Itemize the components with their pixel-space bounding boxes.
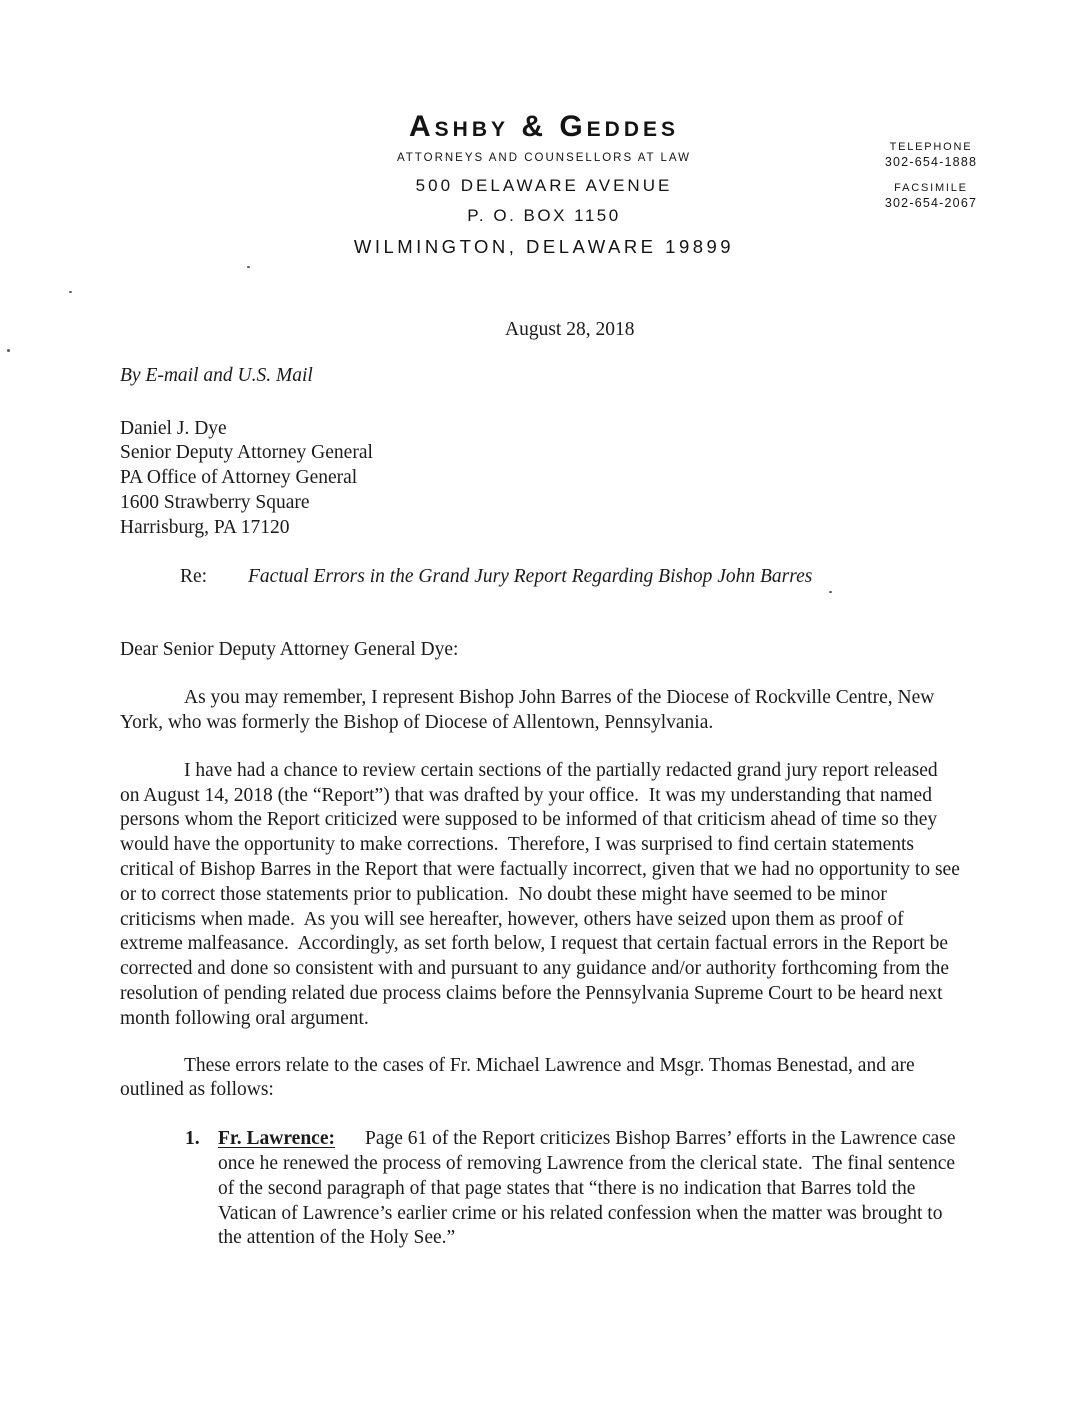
item-number: 1. (185, 1128, 200, 1150)
salutation: Dear Senior Deputy Attorney General Dye: (120, 639, 459, 661)
re-line (120, 565, 960, 590)
re-label: Re: (180, 565, 208, 587)
body-paragraph-1: As you may remember, I represent Bishop John Barres of the Diocese of Rockville Centre, New York, who was formerly the Bishop of Diocese of Allentown, Pennsylvania. (120, 687, 939, 733)
facsimile-number: 302-654-2067 (884, 196, 978, 210)
facsimile-group (866, 182, 996, 210)
recipient-street: 1600 Strawberry Square (120, 491, 310, 513)
item-text: Page 61 of the Report criticizes Bishop Barres’ efforts in the Lawrence case once he renewed the process of removing Lawrence from the clerical state. The final sentence of the second paragraph of that page states that “there is no indication that Barres told the Vatican of Lawrence’s earlier crime or his related confession when the matter was brought to the attention of the Holy See.” (218, 1128, 961, 1249)
firm-name: Ashby & Geddes (408, 110, 680, 143)
telephone-label: TELEPHONE (889, 141, 973, 153)
recipient-name: Daniel J. Dye (120, 417, 227, 439)
scan-speck (829, 591, 832, 593)
facsimile-label: FACSIMILE (894, 182, 968, 194)
firm-address-street: 500 DELAWARE AVENUE (415, 176, 673, 195)
scan-speck (69, 291, 72, 293)
firm-tagline: ATTORNEYS AND COUNSELLORS AT LAW (396, 152, 692, 164)
recipient-office: PA Office of Attorney General (120, 467, 358, 489)
letterhead (0, 0, 1088, 258)
recipient-city: Harrisburg, PA 17120 (120, 516, 290, 538)
letter-date: August 28, 2018 (505, 319, 635, 340)
delivery-method: By E-mail and U.S. Mail (120, 364, 313, 386)
contact-block (866, 141, 996, 210)
scan-speck (7, 349, 10, 352)
recipient-title: Senior Deputy Attorney General (120, 442, 373, 464)
telephone-number: 302-654-1888 (884, 155, 978, 169)
re-subject: Factual Errors in the Grand Jury Report Regarding Bishop John Barres (248, 565, 813, 587)
firm-address-city: WILMINGTON, DELAWARE 19899 (353, 236, 735, 257)
scan-speck (247, 266, 250, 268)
item-heading: Fr. Lawrence: (218, 1128, 335, 1150)
telephone-group (866, 141, 996, 169)
recipient-address-block (120, 417, 960, 541)
letter-body (0, 318, 1088, 1251)
firm-address-pobox: P. O. BOX 1150 (467, 206, 621, 225)
numbered-item-1 (120, 1127, 960, 1251)
body-paragraph-2: I have had a chance to review certain sections of the partially redacted grand jury report released on August 14, 2018 (the “Report”) that was drafted by your office. It was my understanding that named persons whom the Report criticized were supposed to be informed of that criticism ahead of time so they would have the opportunity to make corrections. Therefore, I was surprised to find certain statements critical of Bishop Barres in the Report that were factually incorrect, given that we had no opportunity to see or to correct those statements prior to publication. No doubt these might have seemed to be minor criticisms when made. As you will see hereafter, however, others have seized upon them as proof of extreme malfeasance. Accordingly, as set forth below, I request that certain factual errors in the Report be corrected and done so consistent with and pursuant to any guidance and/or authority forthcoming from the resolution of pending related due process claims before the Pennsylvania Supreme Court to be heard next month following oral argument. (120, 759, 965, 1029)
body-paragraph-3: These errors relate to the cases of Fr. Michael Lawrence and Msgr. Thomas Benestad, and are outlined as follows: (120, 1054, 920, 1101)
